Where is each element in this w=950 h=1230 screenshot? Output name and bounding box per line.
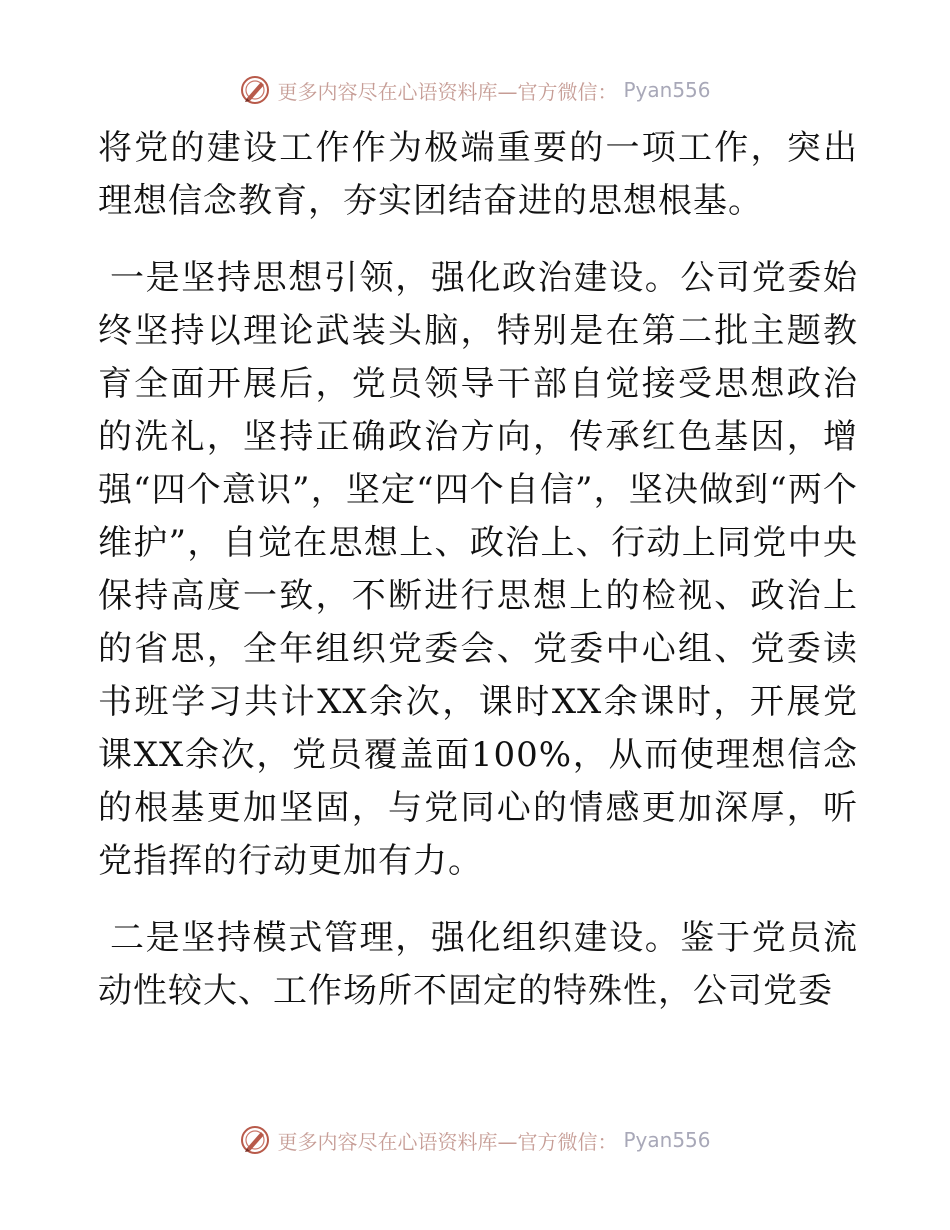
document-body — [98, 122, 858, 1018]
footer-watermark — [0, 1120, 950, 1160]
pen-circle-logo-icon — [239, 1124, 271, 1156]
watermark-text: 更多内容尽在心语资料库—官方微信： — [277, 1129, 618, 1154]
watermark-text: 更多内容尽在心语资料库—官方微信： — [277, 79, 618, 104]
paragraph-political-building: 一是坚持思想引领，强化政治建设。公司党委始终坚持以理论武装头脑，特别是在第二批主题教育全面开展后，党员领导干部自觉接受思想政治的洗礼，坚持正确政治方向，传承红色基因，增强“四个意识”，坚定“四个自信”，坚决做到“两个维护”，自觉在思想上、政治上、行动上同党中央保持高度一致，不断进行思想上的检视、政治上的省思，全年组织党委会、党委中心组、党委读书班学习共计XX余次，课时XX余课时，开展党课XX余次，党员覆盖面100%，从而使理想信念的根基更加坚固，与党同心的情感更加深厚，听党指挥的行动更加有力。 — [98, 258, 858, 881]
paragraph-organization-building: 二是坚持模式管理，强化组织建设。鉴于党员流动性较大、工作场所不固定的特殊性，公司党委 — [98, 918, 858, 1011]
watermark-brand: Pyan556 — [623, 1128, 711, 1152]
watermark-brand: Pyan556 — [623, 78, 711, 102]
header-watermark — [0, 70, 950, 110]
paragraph-intro: 将党的建设工作作为极端重要的一项工作，突出理想信念教育，夯实团结奋进的思想根基。 — [98, 128, 858, 221]
pen-circle-logo-icon — [239, 74, 271, 106]
